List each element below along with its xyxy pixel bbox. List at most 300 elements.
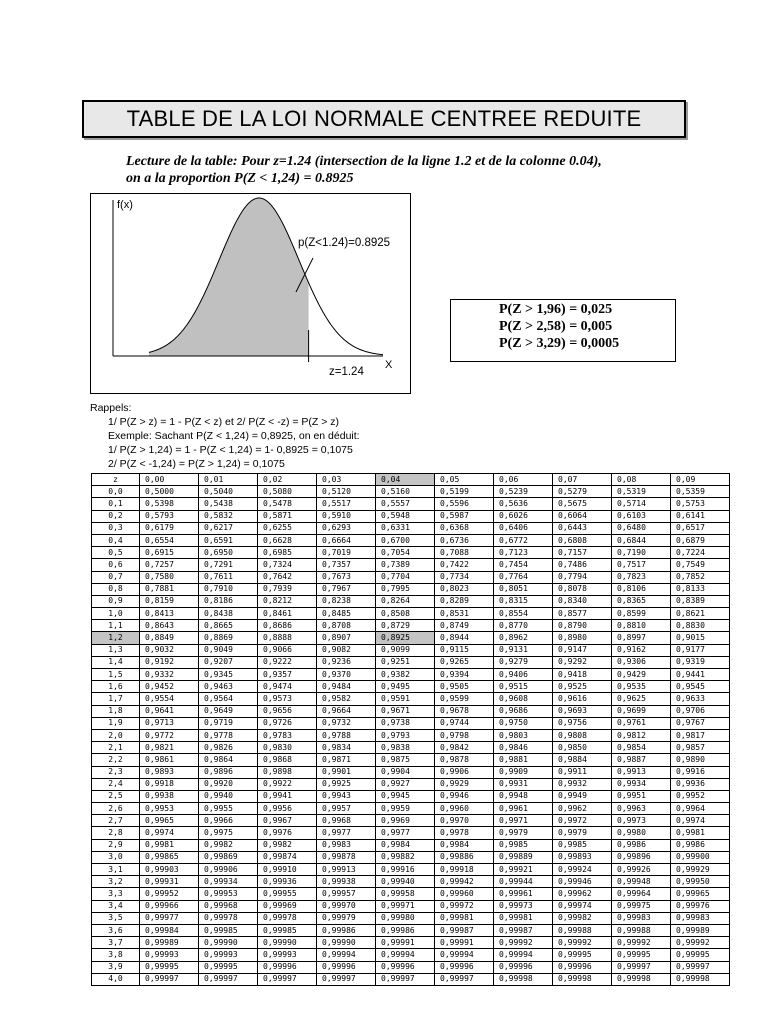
table-cell: 0,9985 — [553, 839, 612, 851]
table-cell: 0,9591 — [376, 693, 435, 705]
table-cell: 0,9854 — [612, 742, 671, 754]
header-z-cell: z — [92, 474, 140, 486]
table-cell: 0,9222 — [258, 656, 317, 668]
table-cell: 0,5000 — [140, 486, 199, 498]
table-cell: 0,99993 — [258, 949, 317, 961]
table-cell: 0,99874 — [258, 851, 317, 863]
table-cell: 0,9370 — [317, 669, 376, 681]
table-cell: 0,9906 — [435, 766, 494, 778]
table-cell: 0,7486 — [553, 559, 612, 571]
table-cell: 0,7642 — [258, 571, 317, 583]
table-cell: 0,9909 — [494, 766, 553, 778]
table-cell: 0,9871 — [317, 754, 376, 766]
table-row — [92, 534, 730, 546]
table-cell: 0,99997 — [671, 961, 730, 973]
table-cell: 0,9980 — [612, 827, 671, 839]
row-z-cell: 3,8 — [92, 949, 140, 961]
table-cell: 0,8686 — [258, 620, 317, 632]
table-cell: 0,8365 — [612, 595, 671, 607]
table-cell: 0,99968 — [199, 900, 258, 912]
table-cell: 0,5239 — [494, 486, 553, 498]
table-cell: 0,99995 — [140, 961, 199, 973]
table-cell: 0,9394 — [435, 669, 494, 681]
table-cell: 0,9962 — [553, 803, 612, 815]
table-cell: 0,5438 — [199, 498, 258, 510]
table-cell: 0,99878 — [317, 851, 376, 863]
table-cell: 0,9974 — [140, 827, 199, 839]
table-cell: 0,9279 — [494, 656, 553, 668]
table-cell: 0,99974 — [553, 900, 612, 912]
table-cell: 0,9959 — [376, 803, 435, 815]
table-cell: 0,9463 — [199, 681, 258, 693]
table-row — [92, 559, 730, 571]
table-cell: 0,8212 — [258, 595, 317, 607]
table-cell: 0,7794 — [553, 571, 612, 583]
table-cell: 0,99986 — [317, 924, 376, 936]
table-row — [92, 912, 730, 924]
table-cell: 0,8238 — [317, 595, 376, 607]
table-cell: 0,7157 — [553, 547, 612, 559]
table-cell: 0,9608 — [494, 693, 553, 705]
row-z-cell: 1,5 — [92, 669, 140, 681]
table-cell: 0,8729 — [376, 620, 435, 632]
table-cell: 0,9986 — [671, 839, 730, 851]
table-row — [92, 937, 730, 949]
table-cell: 0,8508 — [376, 608, 435, 620]
table-cell: 0,9162 — [612, 644, 671, 656]
table-cell: 0,9778 — [199, 729, 258, 741]
table-cell: 0,7939 — [258, 583, 317, 595]
table-cell: 0,99990 — [317, 937, 376, 949]
row-z-cell: 0,3 — [92, 522, 140, 534]
table-cell: 0,5714 — [612, 498, 671, 510]
table-row — [92, 656, 730, 668]
table-cell: 0,7704 — [376, 571, 435, 583]
table-row — [92, 900, 730, 912]
table-cell: 0,99995 — [553, 949, 612, 961]
table-cell: 0,7852 — [671, 571, 730, 583]
table-row — [92, 729, 730, 741]
table-cell: 0,9904 — [376, 766, 435, 778]
table-row — [92, 973, 730, 985]
normal-curve-graph — [90, 193, 411, 394]
row-z-cell: 1,6 — [92, 681, 140, 693]
table-cell: 0,9842 — [435, 742, 494, 754]
table-cell: 0,99952 — [140, 888, 199, 900]
header-column-cell: 0,02 — [258, 474, 317, 486]
table-cell: 0,99994 — [435, 949, 494, 961]
table-cell: 0,6879 — [671, 534, 730, 546]
rappels-line: 2/ P(Z < -1,24) = P(Z > 1,24) = 0,1075 — [108, 458, 285, 470]
table-cell: 0,7881 — [140, 583, 199, 595]
table-cell: 0,99970 — [317, 900, 376, 912]
table-cell: 0,6331 — [376, 522, 435, 534]
table-cell: 0,99996 — [258, 961, 317, 973]
table-cell: 0,9726 — [258, 717, 317, 729]
table-row — [92, 486, 730, 498]
table-cell: 0,99900 — [671, 851, 730, 863]
table-cell: 0,9671 — [376, 705, 435, 717]
table-cell: 0,99965 — [671, 888, 730, 900]
table-cell: 0,6591 — [199, 534, 258, 546]
table-cell: 0,9382 — [376, 669, 435, 681]
table-cell: 0,9678 — [435, 705, 494, 717]
header-column-cell: 0,08 — [612, 474, 671, 486]
table-cell: 0,9979 — [494, 827, 553, 839]
table-cell: 0,8643 — [140, 620, 199, 632]
row-z-cell: 1,4 — [92, 656, 140, 668]
row-z-cell: 1,7 — [92, 693, 140, 705]
normal-distribution-table — [91, 473, 730, 986]
table-row — [92, 949, 730, 961]
header-column-cell: 0,04 — [376, 474, 435, 486]
table-cell: 0,9719 — [199, 717, 258, 729]
table-cell: 0,8485 — [317, 608, 376, 620]
table-cell: 0,99998 — [553, 973, 612, 985]
table-cell: 0,9982 — [258, 839, 317, 851]
table-cell: 0,99966 — [140, 900, 199, 912]
table-cell: 0,9812 — [612, 729, 671, 741]
table-cell: 0,6985 — [258, 547, 317, 559]
table-cell: 0,9207 — [199, 656, 258, 668]
table-cell: 0,9948 — [494, 790, 553, 802]
table-cell: 0,9984 — [376, 839, 435, 851]
table-cell: 0,9826 — [199, 742, 258, 754]
table-cell: 0,99903 — [140, 864, 199, 876]
table-cell: 0,8980 — [553, 632, 612, 644]
table-cell: 0,99972 — [435, 900, 494, 912]
table-cell: 0,9783 — [258, 729, 317, 741]
table-cell: 0,9982 — [199, 839, 258, 851]
table-cell: 0,99988 — [612, 924, 671, 936]
table-cell: 0,99998 — [671, 973, 730, 985]
header-column-cell: 0,00 — [140, 474, 199, 486]
table-cell: 0,9857 — [671, 742, 730, 754]
table-cell: 0,7123 — [494, 547, 553, 559]
row-z-cell: 3,7 — [92, 937, 140, 949]
table-cell: 0,99989 — [671, 924, 730, 936]
table-cell: 0,9505 — [435, 681, 494, 693]
row-z-cell: 3,9 — [92, 961, 140, 973]
table-cell: 0,9744 — [435, 717, 494, 729]
table-cell: 0,8051 — [494, 583, 553, 595]
table-cell: 0,8531 — [435, 608, 494, 620]
z-label: z=1.24 — [329, 366, 364, 378]
table-cell: 0,9934 — [612, 778, 671, 790]
table-row — [92, 888, 730, 900]
table-cell: 0,99979 — [317, 912, 376, 924]
row-z-cell: 3,0 — [92, 851, 140, 863]
table-cell: 0,9767 — [671, 717, 730, 729]
table-cell: 0,99986 — [376, 924, 435, 936]
table-row — [92, 717, 730, 729]
table-cell: 0,9952 — [671, 790, 730, 802]
table-cell: 0,5040 — [199, 486, 258, 498]
table-cell: 0,8962 — [494, 632, 553, 644]
table-cell: 0,99985 — [199, 924, 258, 936]
table-cell: 0,9686 — [494, 705, 553, 717]
row-z-cell: 2,2 — [92, 754, 140, 766]
table-cell: 0,9986 — [612, 839, 671, 851]
table-cell: 0,9965 — [140, 815, 199, 827]
table-cell: 0,7224 — [671, 547, 730, 559]
table-cell: 0,99961 — [494, 888, 553, 900]
table-cell: 0,99896 — [612, 851, 671, 863]
table-cell: 0,9913 — [612, 766, 671, 778]
table-cell: 0,9821 — [140, 742, 199, 754]
table-cell: 0,7611 — [199, 571, 258, 583]
table-cell: 0,99980 — [376, 912, 435, 924]
table-cell: 0,99955 — [258, 888, 317, 900]
table-cell: 0,9115 — [435, 644, 494, 656]
table-cell: 0,8133 — [671, 583, 730, 595]
table-cell: 0,6064 — [553, 510, 612, 522]
table-cell: 0,5596 — [435, 498, 494, 510]
table-cell: 0,9868 — [258, 754, 317, 766]
table-cell: 0,5120 — [317, 486, 376, 498]
page-title: TABLE DE LA LOI NORMALE CENTREE REDUITE — [82, 100, 686, 138]
table-cell: 0,99938 — [317, 876, 376, 888]
table-cell: 0,9474 — [258, 681, 317, 693]
table-cell: 0,5319 — [612, 486, 671, 498]
table-cell: 0,9357 — [258, 669, 317, 681]
table-cell: 0,9525 — [553, 681, 612, 693]
table-cell: 0,8830 — [671, 620, 730, 632]
table-cell: 0,9875 — [376, 754, 435, 766]
row-z-cell: 1,8 — [92, 705, 140, 717]
table-cell: 0,99978 — [258, 912, 317, 924]
rappels-line: Exemple: Sachant P(Z < 1,24) = 0,8925, on en déduit: — [108, 430, 360, 442]
table-cell: 0,99993 — [199, 949, 258, 961]
table-cell: 0,99981 — [494, 912, 553, 924]
table-cell: 0,9918 — [140, 778, 199, 790]
table-row — [92, 924, 730, 936]
table-cell: 0,8810 — [612, 620, 671, 632]
table-cell: 0,9957 — [317, 803, 376, 815]
table-cell: 0,6808 — [553, 534, 612, 546]
reading-line-2: on a la proportion P(Z < 1,24) = 0.8925 — [126, 171, 354, 186]
table-cell: 0,9706 — [671, 705, 730, 717]
table-cell: 0,9418 — [553, 669, 612, 681]
table-cell: 0,99994 — [494, 949, 553, 961]
table-cell: 0,99992 — [671, 937, 730, 949]
table-cell: 0,8159 — [140, 595, 199, 607]
table-cell: 0,99994 — [317, 949, 376, 961]
table-cell: 0,9963 — [612, 803, 671, 815]
table-cell: 0,99992 — [612, 937, 671, 949]
table-cell: 0,9633 — [671, 693, 730, 705]
table-cell: 0,99997 — [140, 973, 199, 985]
row-z-cell: 3,2 — [92, 876, 140, 888]
table-row — [92, 876, 730, 888]
table-cell: 0,9798 — [435, 729, 494, 741]
table-cell: 0,99996 — [376, 961, 435, 973]
table-cell: 0,8186 — [199, 595, 258, 607]
table-cell: 0,5557 — [376, 498, 435, 510]
table-cell: 0,8413 — [140, 608, 199, 620]
table-cell: 0,9099 — [376, 644, 435, 656]
table-cell: 0,9429 — [612, 669, 671, 681]
table-cell: 0,99983 — [612, 912, 671, 924]
table-cell: 0,7324 — [258, 559, 317, 571]
table-cell: 0,99953 — [199, 888, 258, 900]
table-cell: 0,7257 — [140, 559, 199, 571]
table-cell: 0,9893 — [140, 766, 199, 778]
table-cell: 0,9971 — [494, 815, 553, 827]
table-cell: 0,9960 — [435, 803, 494, 815]
table-cell: 0,7580 — [140, 571, 199, 583]
table-row — [92, 632, 730, 644]
table-cell: 0,99975 — [612, 900, 671, 912]
table-cell: 0,99931 — [140, 876, 199, 888]
table-row — [92, 815, 730, 827]
rappels-line: 1/ P(Z > z) = 1 - P(Z < z) et 2/ P(Z < -z) = P(Z > z) — [108, 416, 340, 428]
table-cell: 0,9830 — [258, 742, 317, 754]
table-cell: 0,9922 — [258, 778, 317, 790]
table-row — [92, 669, 730, 681]
table-cell: 0,8790 — [553, 620, 612, 632]
table-cell: 0,8438 — [199, 608, 258, 620]
table-cell: 0,9177 — [671, 644, 730, 656]
header-column-cell: 0,05 — [435, 474, 494, 486]
table-cell: 0,99978 — [199, 912, 258, 924]
table-cell: 0,9956 — [258, 803, 317, 815]
table-cell: 0,7291 — [199, 559, 258, 571]
row-z-cell: 0,8 — [92, 583, 140, 595]
table-cell: 0,9788 — [317, 729, 376, 741]
table-cell: 0,99865 — [140, 851, 199, 863]
table-cell: 0,99889 — [494, 851, 553, 863]
table-cell: 0,5675 — [553, 498, 612, 510]
table-cell: 0,9656 — [258, 705, 317, 717]
row-z-cell: 0,9 — [92, 595, 140, 607]
table-cell: 0,6443 — [553, 522, 612, 534]
table-cell: 0,9147 — [553, 644, 612, 656]
table-cell: 0,9713 — [140, 717, 199, 729]
table-cell: 0,9192 — [140, 656, 199, 668]
table-cell: 0,99996 — [494, 961, 553, 973]
table-cell: 0,5636 — [494, 498, 553, 510]
table-cell: 0,9761 — [612, 717, 671, 729]
shaded-area — [149, 198, 309, 356]
table-header-row — [92, 474, 730, 486]
table-cell: 0,6554 — [140, 534, 199, 546]
table-cell: 0,7054 — [376, 547, 435, 559]
table-cell: 0,9441 — [671, 669, 730, 681]
row-z-cell: 2,5 — [92, 790, 140, 802]
table-row — [92, 620, 730, 632]
table-row — [92, 510, 730, 522]
table-cell: 0,8289 — [435, 595, 494, 607]
table-cell: 0,9693 — [553, 705, 612, 717]
table-cell: 0,9319 — [671, 656, 730, 668]
table-cell: 0,9979 — [553, 827, 612, 839]
table-cell: 0,9951 — [612, 790, 671, 802]
table-cell: 0,9664 — [317, 705, 376, 717]
table-cell: 0,99882 — [376, 851, 435, 863]
table-cell: 0,5793 — [140, 510, 199, 522]
table-cell: 0,9699 — [612, 705, 671, 717]
table-cell: 0,99982 — [553, 912, 612, 924]
table-cell: 0,99995 — [671, 949, 730, 961]
table-cell: 0,6406 — [494, 522, 553, 534]
table-cell: 0,9861 — [140, 754, 199, 766]
table-cell: 0,9251 — [376, 656, 435, 668]
table-cell: 0,99964 — [612, 888, 671, 900]
table-cell: 0,9938 — [140, 790, 199, 802]
table-cell: 0,6368 — [435, 522, 494, 534]
table-cell: 0,9082 — [317, 644, 376, 656]
table-cell: 0,9941 — [258, 790, 317, 802]
table-cell: 0,7357 — [317, 559, 376, 571]
table-cell: 0,8708 — [317, 620, 376, 632]
table-cell: 0,99958 — [376, 888, 435, 900]
table-cell: 0,5478 — [258, 498, 317, 510]
table-row — [92, 827, 730, 839]
table-cell: 0,9515 — [494, 681, 553, 693]
table-cell: 0,9535 — [612, 681, 671, 693]
table-row — [92, 803, 730, 815]
row-z-cell: 3,4 — [92, 900, 140, 912]
row-z-cell: 3,5 — [92, 912, 140, 924]
table-cell: 0,9834 — [317, 742, 376, 754]
table-cell: 0,9978 — [435, 827, 494, 839]
table-cell: 0,99991 — [435, 937, 494, 949]
table-cell: 0,9803 — [494, 729, 553, 741]
table-cell: 0,99990 — [199, 937, 258, 949]
table-cell: 0,6480 — [612, 522, 671, 534]
header-column-cell: 0,09 — [671, 474, 730, 486]
table-cell: 0,9973 — [612, 815, 671, 827]
table-cell: 0,9495 — [376, 681, 435, 693]
table-cell: 0,9641 — [140, 705, 199, 717]
table-cell: 0,7190 — [612, 547, 671, 559]
table-cell: 0,99976 — [671, 900, 730, 912]
table-cell: 0,9976 — [258, 827, 317, 839]
rappels-title: Rappels: — [90, 402, 132, 414]
table-cell: 0,9599 — [435, 693, 494, 705]
table-cell: 0,9972 — [553, 815, 612, 827]
table-cell: 0,99998 — [612, 973, 671, 985]
table-cell: 0,9901 — [317, 766, 376, 778]
table-cell: 0,99886 — [435, 851, 494, 863]
table-cell: 0,9015 — [671, 632, 730, 644]
table-cell: 0,99988 — [553, 924, 612, 936]
row-z-cell: 3,3 — [92, 888, 140, 900]
table-cell: 0,9881 — [494, 754, 553, 766]
table-cell: 0,9945 — [376, 790, 435, 802]
table-cell: 0,6026 — [494, 510, 553, 522]
table-cell: 0,99987 — [494, 924, 553, 936]
table-cell: 0,99996 — [435, 961, 494, 973]
table-cell: 0,9920 — [199, 778, 258, 790]
table-cell: 0,99913 — [317, 864, 376, 876]
table-cell: 0,6293 — [317, 522, 376, 534]
table-row — [92, 644, 730, 656]
table-cell: 0,9545 — [671, 681, 730, 693]
table-cell: 0,5753 — [671, 498, 730, 510]
table-cell: 0,99996 — [317, 961, 376, 973]
table-row — [92, 766, 730, 778]
table-cell: 0,6915 — [140, 547, 199, 559]
table-cell: 0,99906 — [199, 864, 258, 876]
table-cell: 0,99929 — [671, 864, 730, 876]
table-cell: 0,99984 — [140, 924, 199, 936]
table-cell: 0,9332 — [140, 669, 199, 681]
x-axis-label: X — [385, 359, 393, 371]
table-cell: 0,99997 — [317, 973, 376, 985]
table-cell: 0,7673 — [317, 571, 376, 583]
